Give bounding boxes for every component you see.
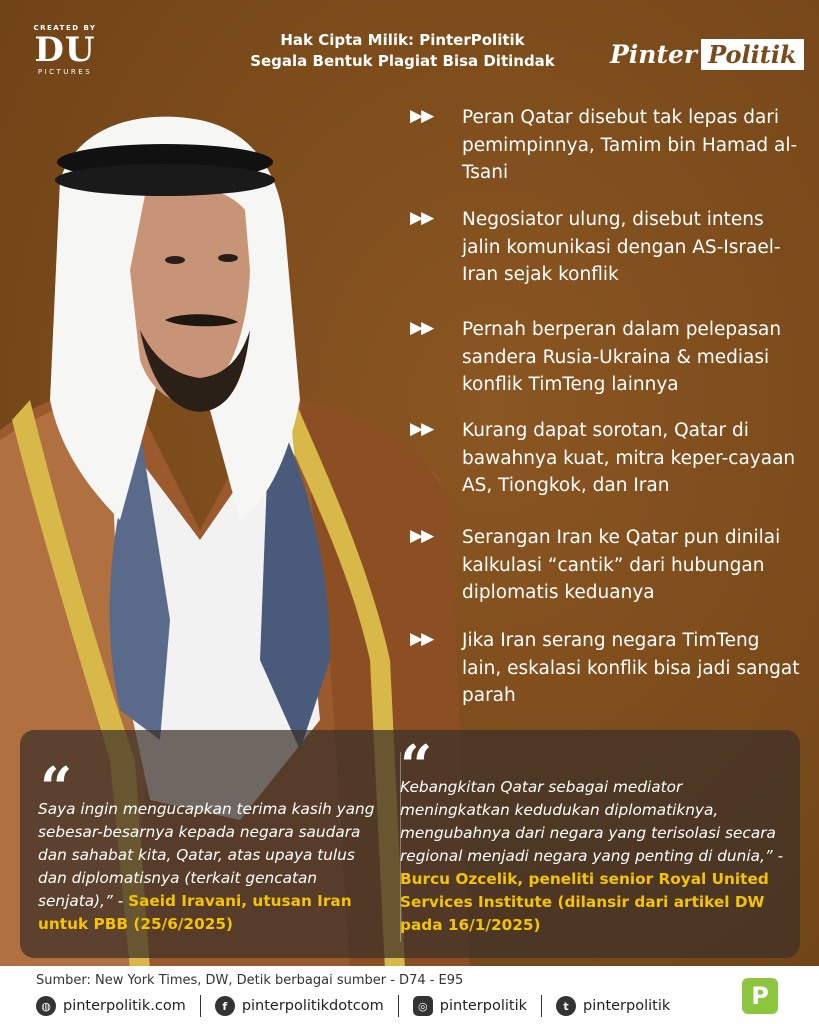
twitter-icon: t xyxy=(556,996,576,1016)
quote-left xyxy=(38,798,383,936)
created-by-label: CREATED BY xyxy=(33,24,97,32)
bullet-text: Pernah berperan dalam pelepasan sandera Rusia-Ukraina & mediasi konflik TimTeng lainnya xyxy=(462,319,782,395)
instagram-link[interactable] xyxy=(413,996,527,1016)
double-arrow-icon: ▶▶ xyxy=(410,419,433,439)
quote-left-attribution: Saeid Iravani, utusan Iran untuk PBB (25/6/2025) xyxy=(38,892,352,933)
social-separator xyxy=(541,995,542,1017)
facebook-icon: f xyxy=(215,996,235,1016)
du-pictures-logo xyxy=(30,24,100,76)
double-arrow-icon: ▶▶ xyxy=(410,106,433,126)
logo-pinter: Pinter xyxy=(610,39,698,69)
bullet-item xyxy=(410,104,810,187)
double-arrow-icon: ▶▶ xyxy=(410,208,433,228)
website-label: pinterpolitik.com xyxy=(63,998,186,1014)
bullet-text: Negosiator ulung, disebut intens jalin komunikasi dengan AS-Israel-Iran sejak konflik xyxy=(462,209,781,285)
quote-mark-icon: “ xyxy=(400,733,433,799)
copyright-notice xyxy=(230,30,575,72)
social-separator xyxy=(398,995,399,1017)
social-separator xyxy=(200,995,201,1017)
bullet-text: Jika Iran serang negara TimTeng lain, eskalasi konflik bisa jadi sangat parah xyxy=(462,630,800,706)
instagram-label: pinterpolitik xyxy=(439,998,528,1014)
quote-left-text: Saya ingin mengucapkan terima kasih yang sebesar-besarnya kepada negara saudara dan sahabat kita, Qatar, atas upaya tulus dan diplomatisnya (terkait gencatan senjata),” - xyxy=(38,800,375,910)
quotes-panel xyxy=(20,730,800,958)
globe-icon: ◍ xyxy=(36,996,56,1016)
website-link[interactable] xyxy=(36,996,186,1016)
bullet-text: Peran Qatar disebut tak lepas dari pemimpinnya, Tamim bin Hamad al-Tsani xyxy=(462,107,798,183)
facebook-link[interactable] xyxy=(215,996,384,1016)
pictures-label: PICTURES xyxy=(37,68,93,76)
quote-mark-icon: “ xyxy=(40,755,73,821)
quote-right-text: Kebangkitan Qatar sebagai mediator meningkatkan kedudukan diplomatiknya, mengubahnya dari negara yang terisolasi secara regional menjadi negara yang penting di dunia,” - xyxy=(400,778,784,865)
bullet-item xyxy=(410,206,810,289)
quote-right-attribution: Burcu Ozcelik, peneliti senior Royal United Services Institute (dilansir dari artikel DW pada 16/1/2025) xyxy=(400,870,769,934)
footer-bar xyxy=(0,966,819,1024)
copyright-line-2: Segala Bentuk Plagiat Bisa Ditindak xyxy=(250,52,555,70)
source-text: Sumber: New York Times, DW, Detik berbagai sumber - D74 - E95 xyxy=(36,973,464,988)
double-arrow-icon: ▶▶ xyxy=(410,629,433,649)
double-arrow-icon: ▶▶ xyxy=(410,318,433,338)
bullet-text: Kurang dapat sorotan, Qatar di bawahnya kuat, mitra keper-cayaan AS, Tiongkok, dan Iran xyxy=(462,420,796,496)
copyright-line-1: Hak Cipta Milik: PinterPolitik xyxy=(280,31,525,49)
quote-right xyxy=(400,776,790,937)
instagram-icon: ◎ xyxy=(413,996,433,1016)
double-arrow-icon: ▶▶ xyxy=(410,526,433,546)
logo-politik: Politik xyxy=(701,39,803,70)
pinterpolitik-badge-icon: P xyxy=(742,978,778,1014)
du-wordmark: DU xyxy=(34,30,96,70)
twitter-label: pinterpolitik xyxy=(583,998,671,1014)
bullet-item xyxy=(410,417,810,500)
social-links xyxy=(36,994,684,1018)
facebook-label: pinterpolitikdotcom xyxy=(241,998,384,1014)
bullet-item xyxy=(410,316,810,399)
bullet-item xyxy=(410,524,810,607)
pinterpolitik-logo xyxy=(610,36,804,72)
bullet-item xyxy=(410,627,810,710)
bullet-text: Serangan Iran ke Qatar pun dinilai kalkulasi “cantik” dari hubungan diplomatis keduanya xyxy=(462,527,781,603)
twitter-link[interactable] xyxy=(556,996,670,1016)
